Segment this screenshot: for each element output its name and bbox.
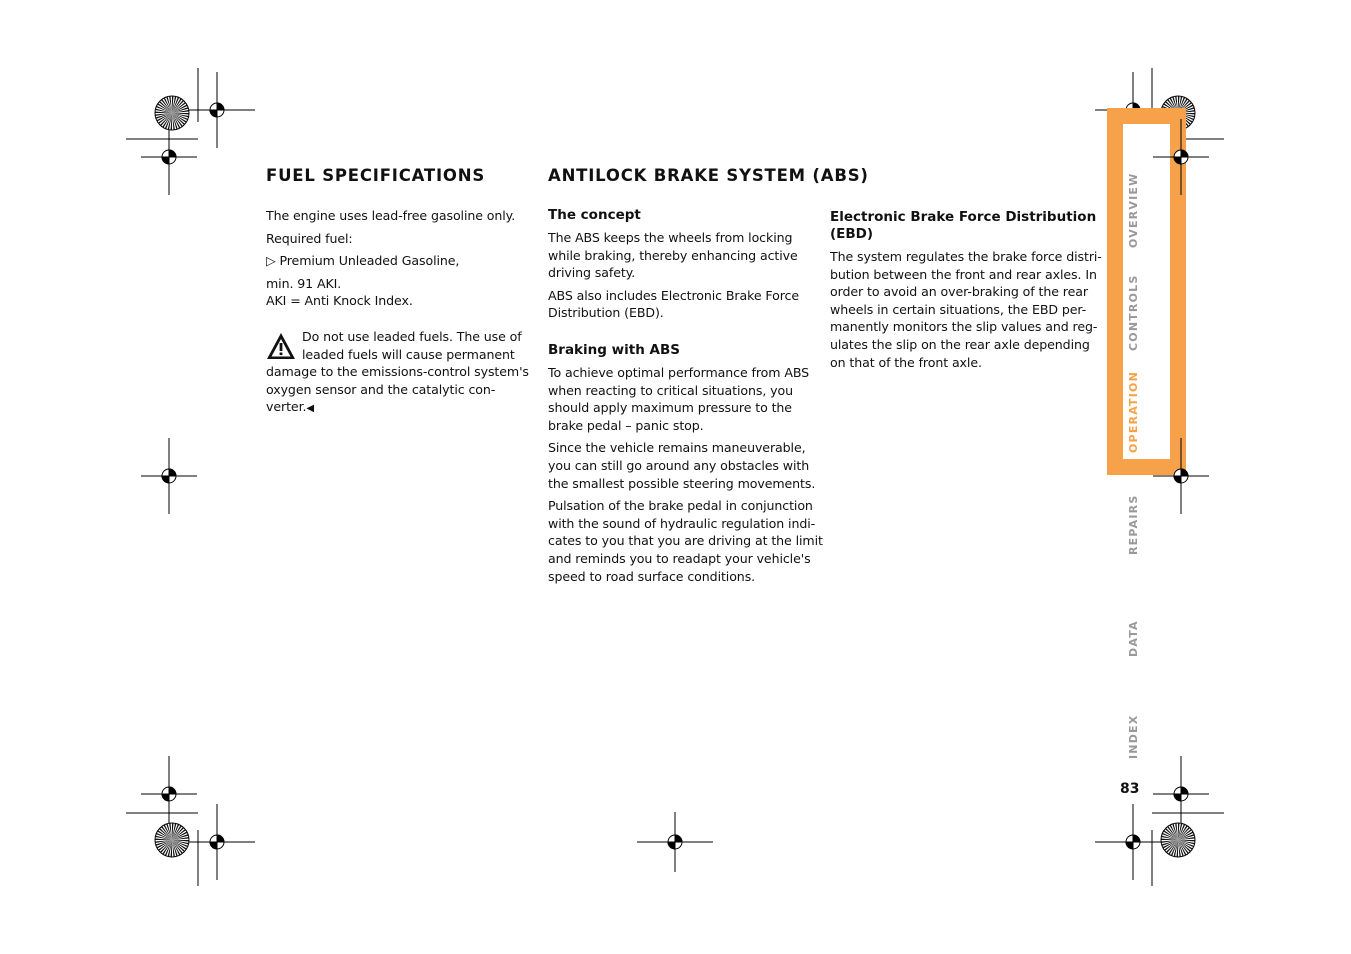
tab-repairs[interactable]: REPAIRS <box>1127 494 1140 555</box>
ebd-para <box>830 248 1105 371</box>
text-line: cates to you that you are driving at the limit <box>548 533 823 549</box>
tab-controls[interactable]: CONTROLS <box>1127 274 1140 351</box>
text-line: the smallest possible steering movements. <box>548 475 816 491</box>
braking-heading: Braking with ABS <box>548 341 680 358</box>
abs-section <box>548 166 869 585</box>
tab-overview[interactable]: OVERVIEW <box>1127 172 1140 248</box>
text-line: Pulsation of the brake pedal in conjunction <box>548 498 813 514</box>
warning-line-2: leaded fuels will cause permanent <box>302 346 515 362</box>
tab-index[interactable]: INDEX <box>1127 714 1140 759</box>
fuel-para-2: Required fuel: <box>266 230 353 246</box>
text-line: Distribution (EBD). <box>548 305 664 321</box>
concept-para-1 <box>548 229 823 282</box>
text-line: and reminds you to readapt your vehicle's <box>548 550 811 566</box>
tab-operation[interactable]: OPERATION <box>1127 370 1140 453</box>
text-line: wheels in certain situations, the EBD per- <box>830 301 1087 317</box>
text-line: bution between the front and rear axles. In <box>830 266 1097 282</box>
text-line: Since the vehicle remains maneuverable, <box>548 440 806 456</box>
warning-line-1: Do not use leaded fuels. The use of <box>302 328 522 344</box>
text-line: order to avoid an over-braking of the rear <box>830 284 1088 300</box>
fuel-title: FUEL SPECIFICATIONS <box>266 166 486 185</box>
ebd-heading-line-1: Electronic Brake Force Distribution <box>830 209 1097 225</box>
text-line: while braking, thereby enhancing active <box>548 247 798 263</box>
ebd-heading-line-2: (EBD) <box>830 226 874 242</box>
fuel-para-min: min. 91 AKI. <box>266 275 342 291</box>
concept-para-2 <box>548 287 823 322</box>
fuel-list-item: ▷ Premium Unleaded Gasoline, <box>266 253 460 269</box>
text-line: ulates the slip on the rear axle depending <box>830 336 1090 352</box>
tab-data[interactable]: DATA <box>1127 620 1140 657</box>
braking-para-1 <box>548 364 823 434</box>
fuel-section <box>266 166 534 418</box>
text-line: To achieve optimal performance from ABS <box>548 364 810 380</box>
fuel-para-aki: AKI = Anti Knock Index. <box>266 293 413 309</box>
braking-para-2 <box>548 439 823 492</box>
warning-line-3: damage to the emissions-control system's <box>266 364 529 380</box>
fuel-warning <box>266 328 534 418</box>
warning-line-5: verter. <box>266 399 307 415</box>
fuel-para-1: The engine uses lead-free gasoline only. <box>266 208 516 223</box>
text-line: speed to road surface conditions. <box>548 568 756 584</box>
text-line: you can still go around any obstacles with <box>548 457 810 473</box>
braking-para-3 <box>548 497 823 585</box>
warning-line-4: oxygen sensor and the catalytic con- <box>266 381 496 397</box>
text-line: ABS also includes Electronic Brake Force <box>548 287 799 303</box>
end-mark-icon: ◀ <box>306 403 314 415</box>
warning-triangle-icon <box>266 331 296 361</box>
text-line: The ABS keeps the wheels from locking <box>548 230 793 245</box>
text-line: should apply maximum pressure to the <box>548 400 792 416</box>
text-line: when reacting to critical situations, you <box>548 382 793 398</box>
text-line: The system regulates the brake force distri- <box>830 249 1102 264</box>
text-line: manently monitors the slip values and reg- <box>830 319 1098 335</box>
registration-mark-icon <box>1153 119 1209 195</box>
text-line: brake pedal – panic stop. <box>548 417 704 433</box>
text-line: on that of the front axle. <box>830 354 982 370</box>
text-line: driving safety. <box>548 265 636 281</box>
ebd-section <box>830 209 1105 371</box>
warning-line-5-wrap <box>266 398 534 418</box>
concept-heading: The concept <box>548 207 641 223</box>
page-number: 83 <box>1120 781 1140 797</box>
abs-title: ANTILOCK BRAKE SYSTEM (ABS) <box>548 166 869 185</box>
registration-mark-icon <box>1153 438 1209 514</box>
text-line: with the sound of hydraulic regulation indi- <box>548 515 816 531</box>
